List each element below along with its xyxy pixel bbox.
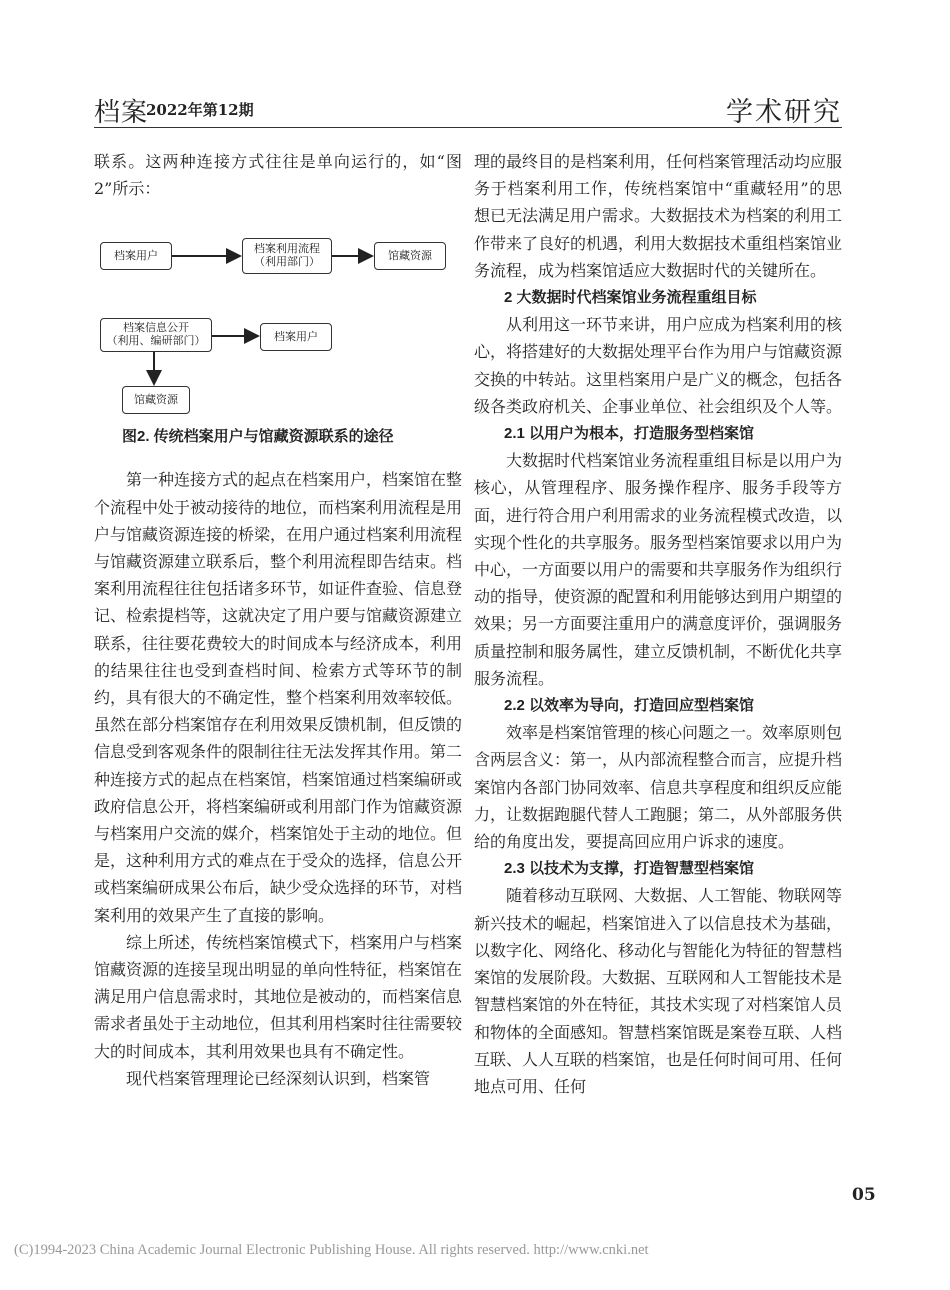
paragraph: 联系。这两种连接方式往往是单向运行的，如“图2”所示：: [94, 152, 462, 199]
box-label: 档案用户: [114, 249, 158, 262]
subsection-heading: 2.2 以效率为导向，打造回应型档案馆: [504, 697, 755, 715]
box-label: （利用、编研部门）: [106, 335, 206, 348]
paragraph: 第一种连接方式的起点在档案用户，档案馆在整个流程中处于被动接待的地位，而档案利用流程是用户与馆藏资源连接的桥梁，在用户通过档案利用流程与馆藏资源建立联系后，整个利用流程即告结束。档案利用流程往往包括诸多环节，如证件查验、信息登记、检索提档等，这就决定了用户要与馆藏资源建立联系，往往要花费较大的时间成本与经济成本，利用的结果往往也受到查档时间、检索方式等环节的制约，具有很大的不确定性，整个档案利用效率较低。虽然在部分档案馆存在利用效果反馈机制，但反馈的信息受到客观条件的限制往往无法发挥其作用。第二种连接方式的起点在档案馆，档案馆通过档案编研或政府信息公开，将档案编研或利用部门作为馆藏资源与档案用户交流的媒介，档案馆处于主动的地位。但是，这种利用方式的难点在于受众的选择，信息公开或档案编研成果公布后，缺少受众选择的环节，对档案利用的效果产生了直接的影响。: [94, 470, 463, 925]
copyright-notice: (C)1994-2023 China Academic Journal Electronic Publishing House. All rights reserved. http://www.cnki.net: [14, 1242, 649, 1258]
paragraph: 随着移动互联网、大数据、人工智能、物联网等新兴技术的崛起，档案馆进入了以信息技术为基础，以数字化、网络化、移动化与智能化为特征的智慧档案馆的发展阶段。大数据、互联网和人工智能技术是智慧档案馆的外在特征，其技术实现了对档案馆人员和物体的全面感知。智慧档案馆既是案卷互联、人档互联、人人互联的档案馆，也是任何时间可用、任何地点可用、任何: [474, 886, 843, 1096]
paragraph: 大数据时代档案馆业务流程重组目标是以用户为核心，从管理程序、服务操作程序、服务手段等方面，进行符合用户利用需求的业务流程模式改造，以实现个性化的共享服务。服务型档案馆要求以用户为中心，一方面要以用户的需要和共享服务作为组织行动的指导，使资源的配置和利用能够达到用户期望的效果；另一方面要注重用户的满意度评价，强调服务质量控制和服务属性，建立反馈机制，不断优化共享服务流程。: [474, 451, 843, 688]
header-rule: [94, 127, 842, 128]
left-column: [94, 148, 462, 1092]
paragraph: 理的最终目的是档案利用，任何档案管理活动均应服务于档案利用工作，传统档案馆中“重藏轻用”的思想已无法满足用户需求。大数据技术为档案的利用工作带来了良好的机遇，利用大数据技术重组档案馆业务流程，成为档案馆适应大数据时代的关键所在。: [474, 152, 843, 280]
box-archive-user: [100, 242, 172, 270]
box-holdings-2: [122, 386, 190, 414]
figure-caption: 图2. 传统档案用户与馆藏资源联系的途径: [122, 428, 394, 446]
box-label: 档案信息公开: [123, 322, 189, 335]
section-heading: 2 大数据时代档案馆业务流程重组目标: [504, 289, 757, 307]
issue-label: 2022年第12期: [146, 101, 254, 119]
subsection-heading: 2.3 以技术为支撑，打造智慧型档案馆: [504, 860, 755, 878]
page-header: [94, 92, 842, 128]
paragraph: 现代档案管理理论已经深刻认识到，档案管: [126, 1068, 431, 1088]
figure-2: [94, 206, 462, 420]
box-archive-user-2: [260, 323, 332, 351]
box-label: （利用部门）: [254, 256, 320, 269]
box-holdings: [374, 242, 446, 270]
box-info-disclosure: [100, 318, 212, 352]
subsection-heading: 2.1 以用户为根本，打造服务型档案馆: [504, 425, 755, 443]
paragraph: 效率是档案馆管理的核心问题之一。效率原则包含两层含义：第一，从内部流程整合而言，应提升档案馆内各部门协同效率、信息共享程度和组织反应能力，让数据跑腿代替人工跑腿；第二，从外部服务供给的角度出发，要提高回应用户诉求的速度。: [474, 723, 843, 852]
box-label: 馆藏资源: [134, 393, 178, 406]
box-label: 档案利用流程: [254, 243, 320, 256]
section-title: 学术研究: [726, 97, 842, 128]
paragraph: 综上所述，传统档案馆模式下，档案用户与档案馆藏资源的连接呈现出明显的单向性特征，档案馆在满足用户信息需求时，其地位是被动的，而档案信息需求者虽处于主动地位，但其利用档案时往往需要较大的时间成本，其利用效果也具有不确定性。: [94, 932, 463, 1061]
journal-name: 档案: [94, 98, 149, 128]
paragraph: 从利用这一环节来讲，用户应成为档案利用的核心，将搭建好的大数据处理平台作为用户与馆藏资源交换的中转站。这里档案用户是广义的概念，包括各级各类政府机关、企事业单位、社会组织及个人等。: [474, 315, 843, 416]
right-column: [474, 148, 842, 1100]
box-utilization-process: [242, 238, 332, 274]
page-number: 05: [852, 1185, 876, 1205]
box-label: 档案用户: [274, 330, 318, 343]
box-label: 馆藏资源: [388, 249, 432, 262]
